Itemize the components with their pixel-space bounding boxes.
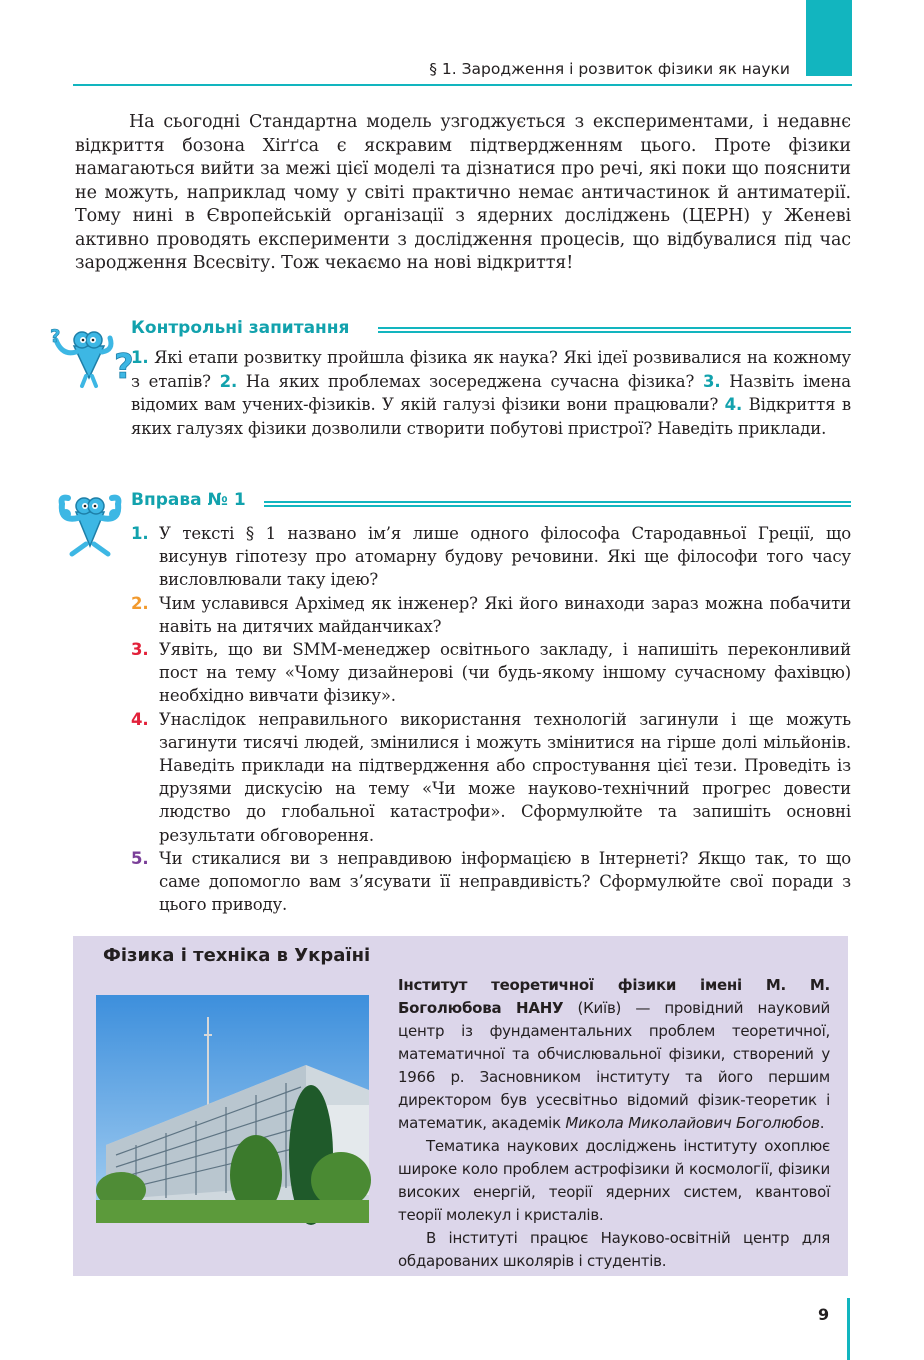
question-number: 1. <box>131 348 149 367</box>
exercise-text: Уявіть, що ви SMM-менеджер освітнього закладу, і напишіть переконливий пост на тему «Чому дизайнерові (чи будь-якому іншому сучасному фахівцю) необхідно вивчати фізику». <box>159 640 851 706</box>
thinking-mascot-icon <box>48 320 134 388</box>
questions-title: Контрольні запитання <box>131 318 350 338</box>
exercise-text: Чим уславився Архімед як інженер? Які його винаходи зараз можна побачити навіть на дитячих майданчиках? <box>159 593 851 636</box>
question-text: Назвіть імена відомих вам учених-фізиків. У якій галузі фізики вони працювали? <box>131 371 851 414</box>
list-item <box>131 847 851 917</box>
list-item <box>131 638 851 708</box>
page-number-rule <box>847 1298 850 1360</box>
question-number: 3. <box>703 371 721 391</box>
question-number: 2. <box>219 371 238 391</box>
box-text <box>398 974 830 1273</box>
svg-text:?: ? <box>114 347 134 387</box>
question-text: Відкриття в яких галузях фізики дозволили створити побутові пристрої? Наведіть приклади. <box>131 395 851 438</box>
header-rule <box>73 84 852 86</box>
exercise-title: Вправа № 1 <box>131 490 246 510</box>
list-item <box>131 522 851 592</box>
running-header: § 1. Зародження і розвиток фізики як науки <box>429 60 790 78</box>
box-paragraph: Тематика наукових досліджень інституту охоплює широке коло проблем астрофізики й космології, фізики високих енергій, теорії ядерних систем, квантової теорії молекул і кристалів. <box>398 1137 830 1224</box>
box-text-span: . <box>819 1114 825 1132</box>
institute-building-photo <box>96 995 369 1223</box>
questions-list <box>131 346 851 440</box>
exercise-list <box>131 522 851 916</box>
exercise-title-rule <box>264 501 851 507</box>
exercise-number: 4. <box>131 709 149 729</box>
box-paragraph <box>398 974 830 1135</box>
box-paragraph: В інституті працює Науково-освітній центр для обдарованих школярів і студентів. <box>398 1229 830 1270</box>
exercise-text: Чи стикалися ви з неправдивою інформацією в Інтернеті? Якщо так, то що саме допомогло вам з’ясувати її неправдивість? Сформулюйте свої поради з цього приводу. <box>159 848 851 915</box>
exercise-number: 5. <box>131 848 149 868</box>
exercise-text: У тексті § 1 названо ім’я лише одного філософа Стародавньої Греції, що висунув гіпотезу про атомарну будову речовини. Які ще філософи того часу висловлювали таку ідею? <box>159 524 851 590</box>
question-number: 4. <box>724 395 743 414</box>
exercise-text: Унаслідок неправильного використання технологій загинули і ще можуть загинути тисячі людей, змінилися і можуть змінитися на гірше долі мільйонів. Наведіть приклади на підтвердження або спростування цієї тези. Проведіть із друзями дискусію на тему «Чи може науково-технічний прогрес довести людство до глобальної катастрофи». Сформулюйте та запишіть основні результати обговорення. <box>159 709 851 845</box>
question-text: Які етапи розвитку пройшла фізика як наука? Які ідеї розвивалися на кожному з етапів? <box>131 348 851 391</box>
list-item <box>131 708 851 847</box>
exercise-number: 2. <box>131 593 149 613</box>
box-title: Фізика і техніка в Україні <box>103 945 371 966</box>
intro-paragraph: На сьогодні Стандартна модель узгоджується з експериментами, і недавнє відкриття бозона Хіґґса є яскравим підтвердженням цього. Проте фізики намагаються вийти за межі цієї моделі та дізнатися про речі, які поки що пояснити не можуть, наприклад чому у світі практично немає античастинок й антиматерії. Тому нині в Європейській організації з ядерних досліджень (ЦЕРН) у Женеві активно проводять експерименти з дослідження процесів, що відбувалися під час зародження Всесвіту. Тож чекаємо на нові відкриття! <box>75 112 851 273</box>
physics-in-ukraine-box <box>73 936 848 1276</box>
institute-name: Інститут теоретичної фізики імені М. М. Боголюбова НАНУ <box>398 976 830 1017</box>
questions-title-rule <box>378 327 851 333</box>
box-text-span: (Київ) — провідний науковий центр із фундаментальних проблем теоретичної, математичної та обчислювальної фізики, створений у 1966 р. Засновником інституту та його першим директором був усесвітньо відомий фізик-теоретик і математик, академік <box>398 999 830 1132</box>
exercise-number: 1. <box>131 524 149 543</box>
svg-text:?: ? <box>50 326 61 347</box>
exercise-number: 3. <box>131 640 149 660</box>
founder-name: Микола Миколайович Боголюбов <box>565 1114 820 1132</box>
page-number: 9 <box>818 1305 830 1324</box>
strong-mascot-icon <box>52 488 128 558</box>
corner-color-tab <box>806 0 852 76</box>
question-text: На яких проблемах зосереджена сучасна фізика? <box>245 371 695 391</box>
list-item <box>131 592 851 638</box>
